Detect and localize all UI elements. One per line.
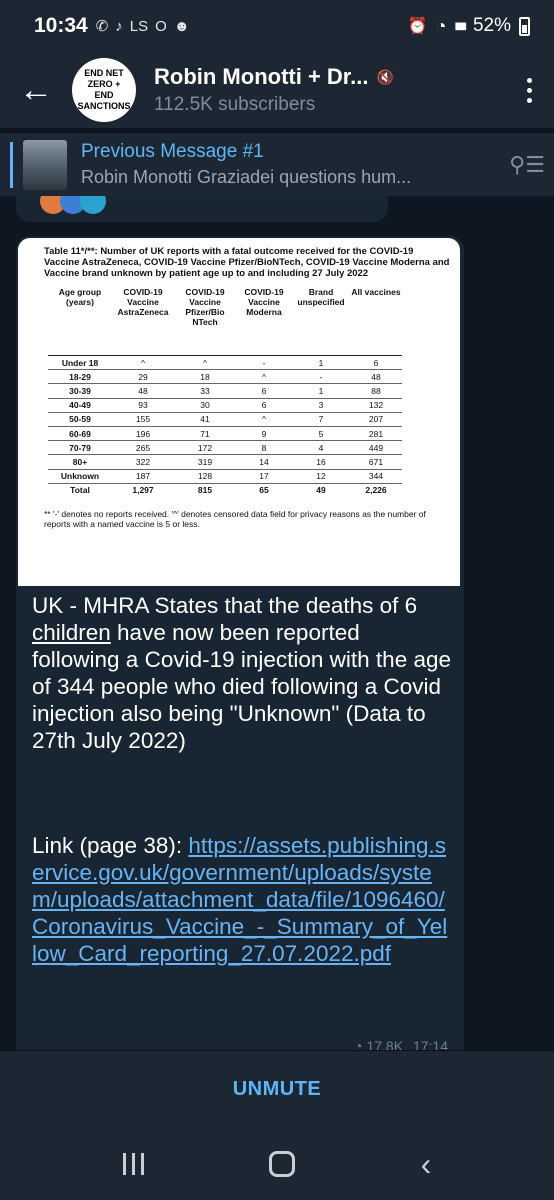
table-cell: 132	[350, 398, 402, 412]
pinned-preview: Robin Monotti Graziadei questions hum...	[81, 167, 412, 187]
table-cell: 4	[292, 441, 350, 455]
table-cell: 128	[174, 469, 236, 483]
status-bar	[0, 0, 554, 52]
recents-bar-icon	[123, 1153, 126, 1175]
table-cell: ^	[236, 412, 292, 426]
table-cell: 14	[236, 455, 292, 469]
chat-area[interactable]	[0, 196, 554, 1050]
table-cell: Total	[48, 483, 112, 497]
table-cell: Under 18	[48, 356, 112, 370]
table-cell: 18	[174, 370, 236, 384]
dot-icon	[527, 88, 532, 93]
table-cell: 6	[350, 356, 402, 370]
reaction-avatars	[40, 196, 100, 214]
table-cell: 9	[236, 426, 292, 440]
table-cell: 6	[236, 384, 292, 398]
table-row	[48, 441, 402, 455]
table-row	[48, 455, 402, 469]
table-cell: 3	[292, 398, 350, 412]
table-cell: 16	[292, 455, 350, 469]
table-row	[48, 370, 402, 384]
pinned-list-icon[interactable]: ⚲☰	[509, 151, 545, 177]
header-cell: Brand unspecified	[297, 287, 345, 307]
table-cell: ^	[174, 356, 236, 370]
table-cell: 40-49	[48, 398, 112, 412]
table-cell: 48	[350, 370, 402, 384]
pinned-text	[81, 141, 500, 188]
table-cell: 29	[112, 370, 174, 384]
table-cell: 196	[112, 426, 174, 440]
header-cell: COVID-19 Vaccine Pfizer/Bio NTech	[185, 287, 225, 327]
table-cell: 48	[112, 384, 174, 398]
table-cell: ^	[112, 356, 174, 370]
table-cell: 88	[350, 384, 402, 398]
home-button[interactable]	[269, 1151, 295, 1177]
alarm-icon: ⏰	[407, 18, 428, 35]
table-cell: 815	[174, 483, 236, 497]
pinned-thumbnail	[23, 140, 67, 190]
table-footnote: ** '-' denotes no reports received. '^' denotes censored data field for privacy reasons as the number of reports with a named vaccine is 5 or less.	[44, 508, 426, 529]
subscriber-count: 112.5K subscribers	[154, 94, 316, 115]
table-cell: 1	[292, 356, 350, 370]
ls-icon: LS	[129, 17, 149, 35]
reaction-avatar	[80, 196, 106, 214]
header-cell: COVID-19 Vaccine AstraZeneca	[117, 287, 169, 317]
table-cell: 344	[350, 469, 402, 483]
table-title: Table 11*/**: Number of UK reports with a fatal outcome received for the COVID-19 Vaccine AstraZeneca, COVID-19 Vaccine Pfizer/BioNTech, COVID-19 Vaccine Moderna and Vaccine brand unknown by patient age up to and including 27 July 2022	[44, 246, 450, 279]
table-cell: 30-39	[48, 384, 112, 398]
table-cell: 33	[174, 384, 236, 398]
message-bubble[interactable]	[16, 236, 464, 1050]
signal-icon: ▮▮▮	[454, 20, 465, 32]
table-row	[48, 412, 402, 426]
message-underlined-word: children	[32, 620, 111, 645]
pinned-message-bar[interactable]	[0, 132, 554, 196]
table-cell: 80+	[48, 455, 112, 469]
muted-icon: 🔇	[376, 68, 394, 85]
status-right	[408, 15, 530, 37]
table-row	[48, 469, 402, 483]
message-text	[32, 592, 452, 754]
fatal-reports-table	[48, 287, 402, 497]
table-cell: 50-59	[48, 412, 112, 426]
table-cell: 8	[236, 441, 292, 455]
back-arrow-icon: ←	[19, 70, 53, 109]
tiktok-icon: ♪	[115, 17, 123, 35]
channel-avatar[interactable]	[72, 58, 136, 122]
table-cell: 17	[236, 469, 292, 483]
table-cell: 18-29	[48, 370, 112, 384]
message-text-part: have now been reported following a Covid-19 injection with the age of 344 people who died following a Covid injection also being "Unknown" (Data to 27th July 2022)	[32, 620, 451, 753]
table-cell: 281	[350, 426, 402, 440]
reddit-icon: ☻	[173, 17, 190, 35]
whatsapp-icon: ✆	[95, 18, 109, 35]
views-count: ◔ 17.8K	[354, 1038, 404, 1050]
table-cell: Unknown	[48, 469, 112, 483]
table-row	[48, 356, 402, 370]
table-cell: 207	[350, 412, 402, 426]
message-time: 17:14	[412, 1038, 448, 1050]
table-cell: 49	[292, 483, 350, 497]
system-back-button[interactable]: ‹	[420, 1145, 432, 1182]
chat-header	[0, 52, 554, 128]
document-image[interactable]	[18, 238, 460, 586]
recents-bar-icon	[132, 1153, 135, 1175]
opera-icon: O	[155, 17, 167, 35]
table-cell: 70-79	[48, 441, 112, 455]
recents-bar-icon	[141, 1153, 144, 1175]
pinned-title: Previous Message #1	[81, 141, 264, 162]
dot-icon	[527, 78, 532, 83]
system-nav-bar	[0, 1128, 554, 1200]
message-text-part: UK - MHRA States that the deaths of 6	[32, 593, 418, 618]
channel-title: Robin Monotti + Dr...	[154, 64, 369, 89]
table-cell: 187	[112, 469, 174, 483]
table-cell: 172	[174, 441, 236, 455]
table-cell: 1,297	[112, 483, 174, 497]
battery-icon	[519, 17, 530, 36]
table-cell: 671	[350, 455, 402, 469]
table-cell: 71	[174, 426, 236, 440]
recents-button[interactable]	[123, 1153, 144, 1175]
unmute-button[interactable]	[0, 1050, 554, 1128]
table-cell: 2,226	[350, 483, 402, 497]
table-cell: 319	[174, 455, 236, 469]
table-cell: 93	[112, 398, 174, 412]
message-meta	[354, 1038, 448, 1050]
table-cell: ^	[236, 370, 292, 384]
pinned-indicator	[10, 142, 13, 188]
table-cell: 322	[112, 455, 174, 469]
link-text: https://assets.publishing.service.gov.uk/government/uploads/system/uploads/attachment_data/file/1096460/Coronavirus_Vaccine_-_Summary_of_Yellow_Card_reporting_27.07.2022.pdf	[32, 833, 448, 966]
table-cell: 265	[112, 441, 174, 455]
unmute-label: UNMUTE	[232, 1078, 322, 1100]
header-cell: All vaccines	[351, 287, 401, 297]
table-row	[48, 426, 402, 440]
header-cell: Age group (years)	[58, 287, 102, 307]
table-cell: 30	[174, 398, 236, 412]
avatar-line-1: END NET ZERO +	[84, 68, 124, 89]
table-cell: 12	[292, 469, 350, 483]
header-cell: COVID-19 Vaccine Moderna	[244, 287, 284, 317]
table-cell: 449	[350, 441, 402, 455]
table-cell: 155	[112, 412, 174, 426]
status-time: 10:34	[34, 14, 88, 37]
table-row	[48, 384, 402, 398]
table-cell: 60-69	[48, 426, 112, 440]
table-cell: 41	[174, 412, 236, 426]
table-cell: 6	[236, 398, 292, 412]
battery-percent: 52%	[472, 15, 511, 36]
table-cell: 65	[236, 483, 292, 497]
avatar-line-2: END SANCTIONS	[77, 90, 131, 111]
back-button[interactable]	[0, 71, 72, 110]
table-row	[48, 398, 402, 412]
previous-message-bubble[interactable]	[16, 196, 388, 222]
table-cell: 7	[292, 412, 350, 426]
table-total-row	[48, 483, 402, 497]
channel-info[interactable]	[154, 64, 504, 116]
dot-icon	[527, 98, 532, 103]
wifi-icon: ◔	[435, 15, 447, 36]
table-cell: -	[236, 356, 292, 370]
status-app-icons	[96, 17, 190, 35]
link-prefix: Link (page 38):	[32, 833, 189, 858]
message-link-line	[32, 832, 452, 967]
table-cell: -	[292, 370, 350, 384]
table-header-row	[48, 287, 402, 356]
more-menu-button[interactable]	[504, 78, 554, 103]
table-cell: 1	[292, 384, 350, 398]
table-cell: 5	[292, 426, 350, 440]
